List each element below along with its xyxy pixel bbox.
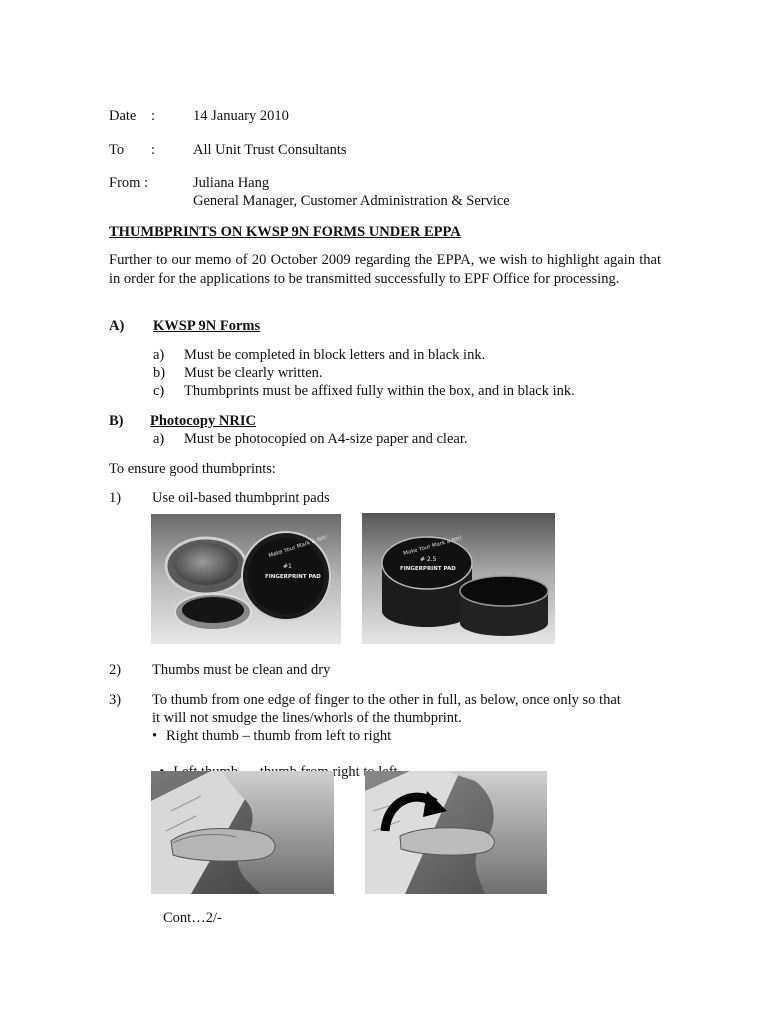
pad2-slogan: Make Your Mark a Ntt! xyxy=(402,535,463,558)
section-a-item-marker: b) xyxy=(153,365,166,381)
thumb-press-photo xyxy=(151,771,334,894)
section-a-item-text: Thumbprints must be affixed fully within the box, and in black ink. xyxy=(184,383,575,399)
continuation-note: Cont…2/- xyxy=(163,910,222,926)
from-name: Juliana Hang xyxy=(193,175,270,191)
intro-paragraph: Further to our memo of 20 October 2009 regarding the EPPA, we wish to highlight again that in order for the applications to be transmitted successfully to EPF Office for processing. xyxy=(109,252,661,287)
step-marker: 2) xyxy=(109,662,122,678)
section-b-heading: Photocopy NRIC xyxy=(150,413,256,429)
bullet-text: Right thumb – thumb from left to right xyxy=(166,728,392,744)
section-a-heading: KWSP 9N Forms xyxy=(153,318,261,334)
step-text: Thumbs must be clean and dry xyxy=(152,662,331,678)
section-a-item-text: Must be clearly written. xyxy=(184,365,323,381)
from-label: From : xyxy=(109,175,149,191)
section-a-item-marker: c) xyxy=(153,383,165,399)
to-value: All Unit Trust Consultants xyxy=(193,142,347,158)
to-colon: : xyxy=(151,142,156,158)
section-a-marker: A) xyxy=(109,318,125,334)
fingerprint-pad-photo-closed xyxy=(362,513,555,644)
step-text-line1: To thumb from one edge of finger to the other in full, as below, once only so that xyxy=(152,692,621,708)
section-b-item-marker: a) xyxy=(153,431,165,447)
fingerprint-pad-photo-open xyxy=(151,514,341,644)
pad2-number: # 2.5 xyxy=(420,556,437,563)
step-text-line2: it will not smudge the lines/whorls of the thumbprint. xyxy=(152,710,462,726)
date-colon: : xyxy=(151,108,156,124)
section-a-item-marker: a) xyxy=(153,347,165,363)
bullet-text: right xyxy=(332,764,360,780)
section-b-marker: B) xyxy=(109,413,124,429)
step-text: Use oil-based thumbprint pads xyxy=(152,490,330,506)
ensure-text: To ensure good thumbprints: xyxy=(109,461,276,477)
section-a-item-text: Must be completed in block letters and in black ink. xyxy=(184,347,486,363)
bullet-icon: • xyxy=(152,728,158,744)
pad1-slogan: Make Your Mark & Ntt! xyxy=(267,534,329,560)
pad1-number: #1 xyxy=(283,563,292,570)
from-title: General Manager, Customer Administration & Service xyxy=(193,193,510,209)
bullet-item xyxy=(152,728,391,745)
to-label: To xyxy=(109,142,125,158)
step-marker: 3) xyxy=(109,692,122,708)
step-marker: 1) xyxy=(109,490,122,506)
section-b-item-text: Must be photocopied on A4-size paper and clear. xyxy=(184,431,468,447)
thumb-rotate-photo xyxy=(365,771,547,894)
pad1-title: FINGERPRINT PAD xyxy=(265,574,321,580)
date-label: Date xyxy=(109,108,137,124)
pad2-title: FINGERPRINT PAD xyxy=(400,566,456,572)
date-value: 14 January 2010 xyxy=(193,108,289,124)
memo-title: THUMBPRINTS ON KWSP 9N FORMS UNDER EPPA xyxy=(109,224,461,240)
